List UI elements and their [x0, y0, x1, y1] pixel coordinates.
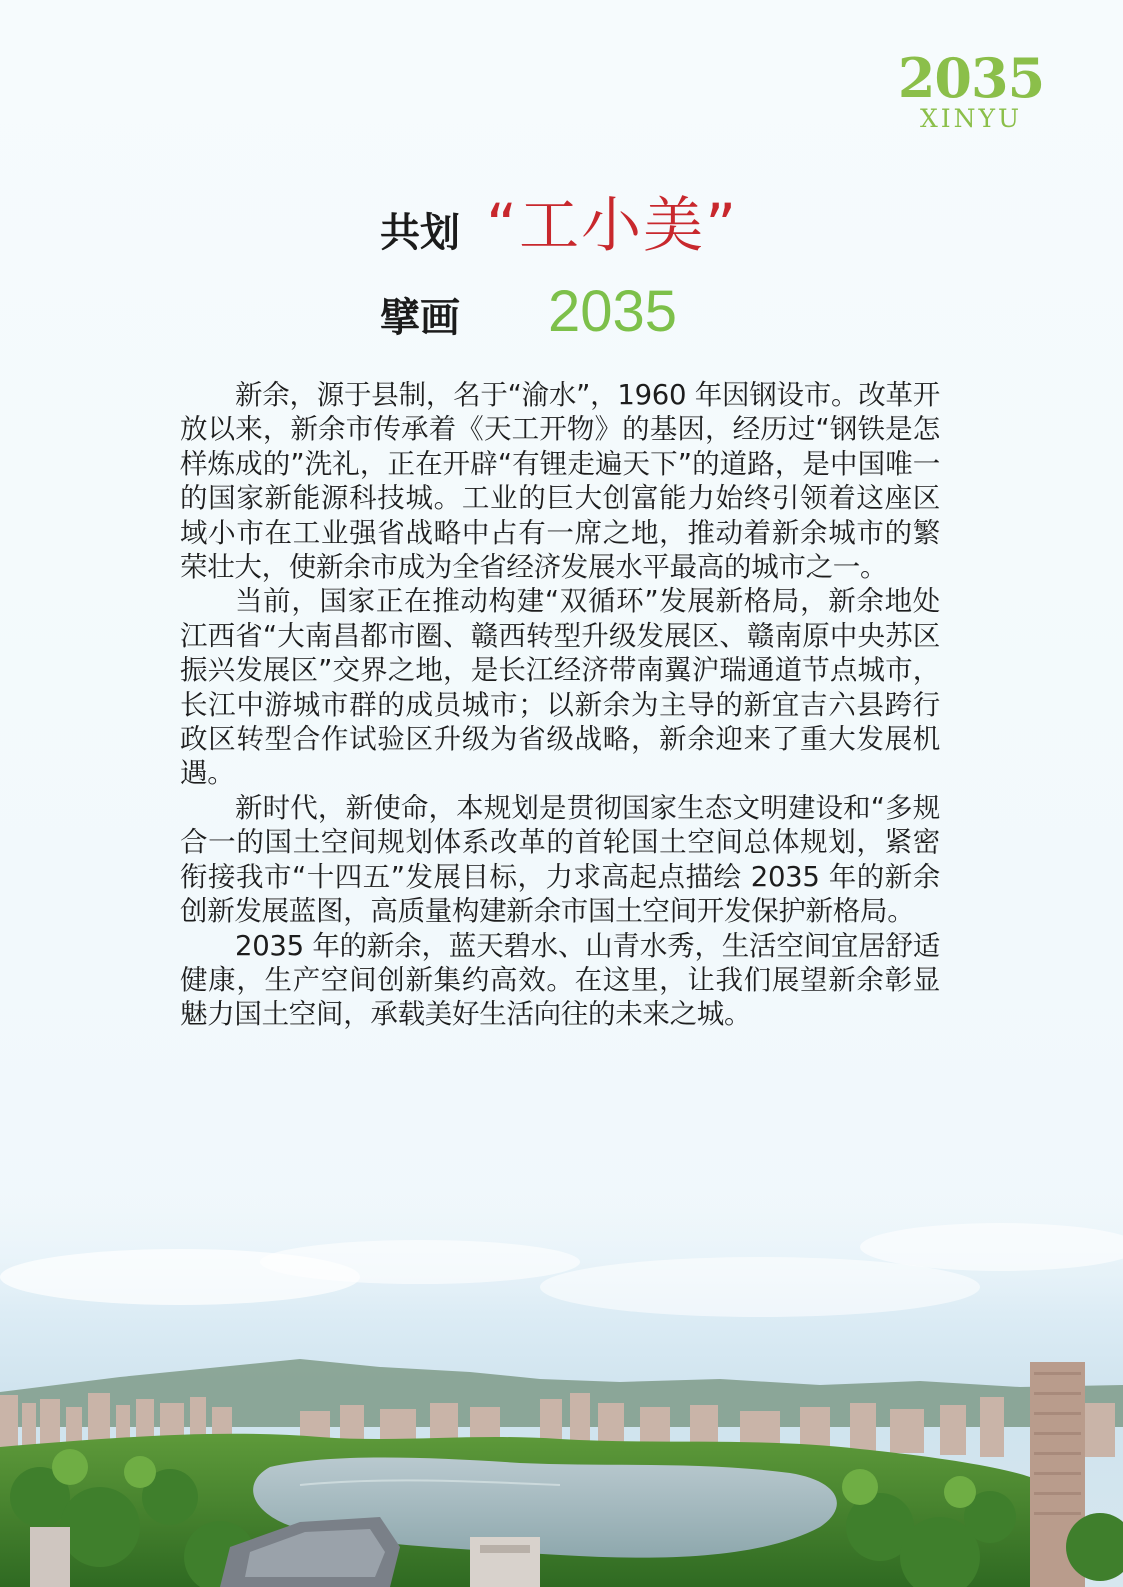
logo-name: XINYU — [919, 104, 1023, 133]
title-prefix-1: 共划 — [380, 210, 460, 256]
logo-year: 2035 — [897, 46, 1045, 110]
city-panorama-image — [0, 1167, 1123, 1587]
paragraph: 新时代，新使命，本规划是贯彻国家生态文明建设和“多规合一的国土空间规划体系改革的首轮国土空间总体规划，紧密衔接我市“十四五”发展目标，力求高起点描绘 2035 年的新余创新发展蓝图，高质量构建新余市国土空间开发保护新格局。 — [180, 791, 940, 928]
title-year: 2035 — [548, 279, 678, 344]
title-line-1 — [380, 178, 739, 261]
logo — [891, 46, 1051, 134]
title-line-2 — [380, 278, 677, 345]
paragraph: 当前，国家正在推动构建“双循环”发展新格局，新余地处江西省“大南昌都市圈、赣西转型升级发展区、赣南原中央苏区振兴发展区”交界之地，是长江经济带南翼沪瑞通道节点城市，长江中游城市群的成员城市；以新余为主导的新宜吉六县跨行政区转型合作试验区升级为省级战略，新余迎来了重大发展机遇。 — [180, 585, 940, 790]
title-highlight: “工小美” — [486, 191, 739, 261]
title-prefix-2: 擘画 — [380, 295, 460, 341]
body-text — [180, 378, 940, 1032]
paragraph: 新余，源于县制，名于“渝水”，1960 年因钢设市。改革开放以来，新余市传承着《天工开物》的基因，经历过“钢铁是怎样炼成的”洗礼，正在开辟“有锂走遍天下”的道路，是中国唯一的国家新能源科技城。工业的巨大创富能力始终引领着这座区域小市在工业强省战略中占有一席之地，推动着新余城市的繁荣壮大，使新余市成为全省经济发展水平最高的城市之一。 — [180, 379, 940, 584]
paragraph: 2035 年的新余，蓝天碧水、山青水秀，生活空间宜居舒适健康，生产空间创新集约高效。在这里，让我们展望新余彰显魅力国土空间，承载美好生活向往的未来之城。 — [180, 929, 940, 1031]
